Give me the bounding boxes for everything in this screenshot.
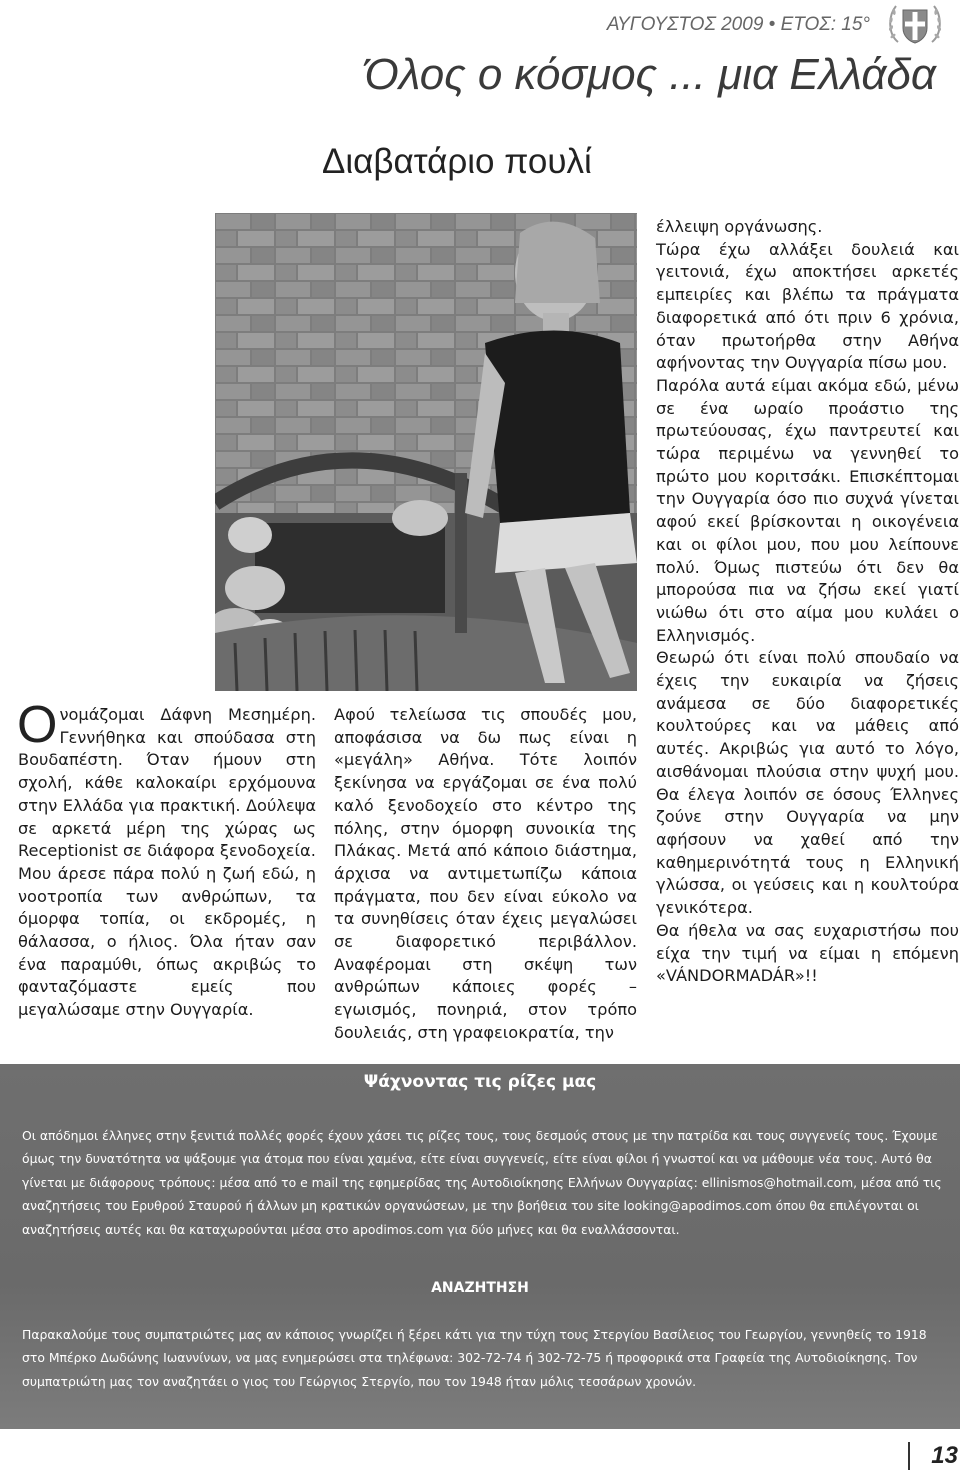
article-column-1 <box>17 696 316 1022</box>
roots-box-text: Οι απόδημοι έλληνες στην ξενιτιά πολλές φορές έχουν χάσει τις ρίζες τους, τους δεσμούς στους με την πατρίδα και τους συγγενείς τους. Έχουμε όμως την δυνατότητα να ψάξουμε για άτομα που είναι χαμένα, είτε είναι συγγενείς, είτε είναι φίλοι ή γνωστοί και να μάθουμε νέα τους. Αυτό θα γίνεται με διάφορους τρόπους: μέσα από το e mail της εφημερίδας της Αυτοδιοίκησης Ελλήνων Ουγγαρίας: ellinismos@hotmail.com, μέσα από τις αναζητήσεις του Ερυθρού Σταυρού ή άλλων μη κρατικών οργανώσεων, με την βοήθεια του site looking@apodimos.com όπου θα επιλέγονται οι αναζητήσεις αυτές και θα καταχωρούνται μέσα στο apodimos.com για δύο μήνες και θα εναλλάσσονται. <box>22 1128 942 1237</box>
page-number: 13 <box>931 1442 958 1469</box>
article-column-3 <box>656 216 959 988</box>
article-title: Διαβατάριο πουλί <box>322 142 592 181</box>
search-notice-text: Παρακαλούμε τους συμπατριώτες μας αν κάποιος γνωρίζει ή ξέρει κάτι για την τύχη τους Στεργίου Βασίλειος του Γεωργίου, γεννηθείς το 1918 στο Μπέρκο Δωδώνης Ιωαννίνων, να μας ενημερώσει στα τηλέφωνα: 302-72-74 ή 302-72-75 ή προφορικά στα Γραφεία της Αυτοδιοίκησης. Τον συμπατριώτη μας τον αναζητάει ο γιος του Γεώργιος Στεργίο, που τον 1948 ήταν μόλις τεσσάρων χρονών. <box>22 1327 927 1389</box>
article-paragraph: Θεωρώ ότι είναι πολύ σπουδαίο να έχεις την ευκαιρία να ζήσεις ανάμεσα σε δύο διαφορετικές κουλτούρες και να μάθεις από αυτές. Ακριβώς για αυτό το λόγο, αισθάνομαι πλούσια στην ψυχή μου. Θα έλεγα λοιπόν σε όσους Έλληνες ζούνε στην Ουγγαρία να μην αφήσουν να χαθεί από την καθημερινότητά τους η Ελληνική γλώσσα, οι γεύσεις και η κουλτούρα γενικότερα. <box>656 648 959 918</box>
search-notice-title: ΑΝΑΖΗΤΗΣΗ <box>431 1280 529 1296</box>
page-number-divider <box>908 1442 910 1470</box>
roots-box-title: Ψάχνοντας τις ρίζες μας <box>363 1072 597 1092</box>
drop-cap: Ο <box>17 696 58 754</box>
greek-coat-of-arms-icon <box>884 2 946 48</box>
masthead-title: Όλος ο κόσμος ... μια Ελλάδα <box>363 50 936 99</box>
portrait-photo <box>215 213 637 691</box>
article-paragraph: έλλειψη οργάνωσης. <box>656 217 823 236</box>
article-paragraph: Μου άρεσε πάρα πολύ η ζωή εδώ, η νοοτροπία των ανθρώπων, τα όμορφα τοπία, οι εκδρομές, η θάλασσα, ο ήλιος. Όλα ήταν σαν ένα παραμύθι, όπως ακριβώς το φανταζόμαστε εμείς που μεγαλώσαμε στην Ουγγαρία. <box>18 863 316 1020</box>
article-paragraph: Παρόλα αυτά είμαι ακόμα εδώ, μένω σε ένα ωραίο προάστιο της πρωτεύουσας, έχω παντρευτεί και τώρα περιμένω να γεννηθεί το πρώτο μου κοριτσάκι. Επισκέπτομαι την Ουγγαρία όσο πιο συχνά γίνεται αφού εκεί βρίσκονται η οικογένεια και οι φίλοι μου, που μου λείπουνε πολύ. Όμως πιστεύω ότι δεν θα μπορούσα πια να ζήσω εκεί γιατί νιώθω ότι στο αίμα μου κυλάει ο Ελληνισμός. <box>656 375 959 645</box>
article-paragraph: Αφού τελείωσα τις σπουδές μου, αποφάσισα να δω πως είναι η «μεγάλη» Αθήνα. Τότε λοιπόν ξεκίνησα να εργάζομαι σε ένα πολύ καλό ξενοδοχείο στο κέντρο της πόλης, στην όμορφη συνοικία της Πλάκας. Μετά από κάποιο διάστημα, άρχισα να αντιμετωπίζω κάποια πράγματα, που δεν είναι εύκολο να τα συνηθίσεις όταν έχεις μεγαλώσει σε διαφορετικό περιβάλλον. Αναφέρομαι στη σκέψη των ανθρώπων κάποιες φορές – εγωισμός, πονηριά, στον τρόπο δουλειάς, στη γραφειοκρατία, την <box>334 705 637 1042</box>
article-paragraph: Θα ήθελα να σας ευχαριστήσω που είχα την τιμή να είμαι η επόμενη «VÁNDORMADÁR»!! <box>656 920 959 986</box>
paragraph-text: νομάζομαι Δάφνη Μεσημέρη. Γεννήθηκα και σπούδασα στη Βουδαπέστη. Όταν ήμουν στη σχολή, κάθε καλοκαίρι ερχόμουνα στην Ελλάδα για πρακτική. Δούλεψα σε αρκετά μέρη της χώρας ως Receptionist σε διάφορα ξενοδοχεία. <box>18 705 316 861</box>
issue-date: ΑΥΓΟΥΣΤΟΣ 2009 • ΕΤΟΣ: 15° <box>606 14 870 35</box>
article-paragraph <box>17 696 316 863</box>
article-paragraph: Τώρα έχω αλλάξει δουλειά και γειτονιά, έχω αποκτήσει αρκετές εμπειρίες και βλέπω τα πράγματα διαφορετικά από ότι πριν 6 χρόνια, όταν πρωτοήρθα στην Αθήνα αφήνοντας την Ουγγαρία πίσω μου. <box>656 239 959 373</box>
article-column-2 <box>334 704 637 1045</box>
